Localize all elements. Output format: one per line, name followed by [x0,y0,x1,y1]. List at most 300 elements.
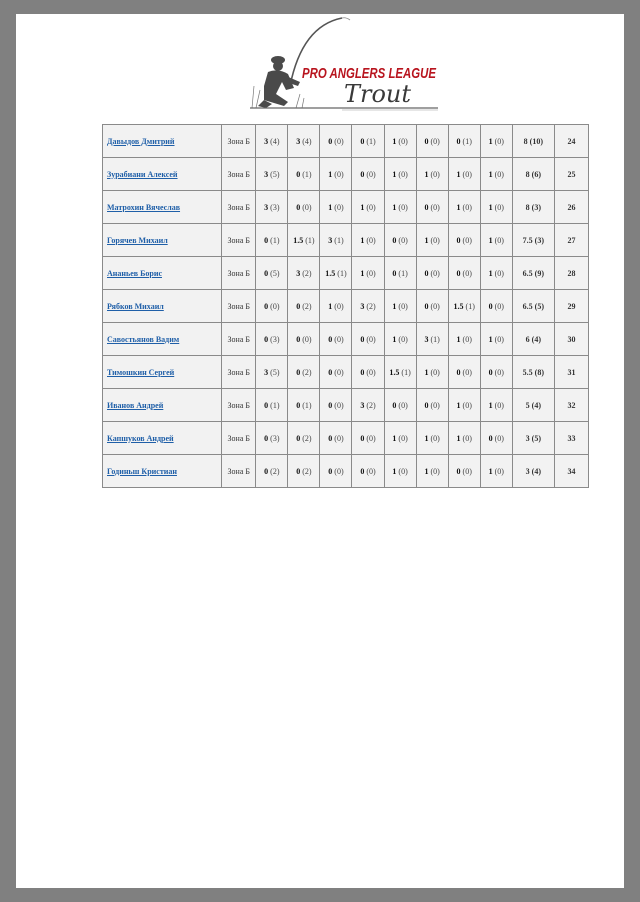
round-fish-count: (0) [494,202,504,212]
place-cell: 33 [554,422,588,455]
round-score-cell [416,356,448,389]
participant-name-cell [103,224,222,257]
round-points: 3 [296,136,301,146]
round-score-cell [256,455,288,488]
round-score-cell [256,257,288,290]
round-fish-count: (1) [465,301,475,311]
round-fish-count: (0) [334,334,344,344]
round-points: 0 [488,301,493,311]
round-points: 0 [296,301,301,311]
round-points: 1 [456,400,461,410]
round-points: 0 [360,136,365,146]
round-fish-count: (3) [270,334,280,344]
round-points: 0 [296,433,301,443]
place-cell: 30 [554,323,588,356]
round-score-cell [320,422,352,455]
round-fish-count: (0) [494,400,504,410]
round-points: 0 [360,466,365,476]
round-fish-count: (5) [270,268,280,278]
pro-anglers-league-logo [242,16,442,112]
round-score-cell [448,257,480,290]
round-fish-count: (3) [270,433,280,443]
round-score-cell [320,158,352,191]
round-points: 0 [328,433,333,443]
round-score-cell [384,290,416,323]
round-fish-count: (0) [302,202,312,212]
zone-cell: Зона Б [222,422,256,455]
round-fish-count: (2) [366,400,376,410]
participant-link[interactable]: Годиньш Кристиан [107,466,177,476]
round-score-cell [320,389,352,422]
round-points: 1 [328,202,333,212]
round-score-cell [480,356,512,389]
round-fish-count: (2) [366,301,376,311]
round-points: 1 [392,334,397,344]
round-points: 1 [424,367,429,377]
round-score-cell [384,422,416,455]
round-points: 0 [296,466,301,476]
round-fish-count: (0) [398,301,408,311]
round-score-cell [320,290,352,323]
round-score-cell [352,356,384,389]
round-fish-count: (0) [462,400,472,410]
round-score-cell [352,158,384,191]
round-fish-count: (0) [462,202,472,212]
round-score-cell [256,356,288,389]
round-points: 3 [264,169,269,179]
round-fish-count: (0) [494,301,504,311]
round-fish-count: (0) [366,433,376,443]
place-cell: 31 [554,356,588,389]
round-score-cell [288,191,320,224]
round-score-cell [480,257,512,290]
round-score-cell [480,389,512,422]
round-fish-count: (0) [334,202,344,212]
zone-cell: Зона Б [222,158,256,191]
round-score-cell [288,389,320,422]
round-score-cell [256,158,288,191]
round-points: 3 [296,268,301,278]
round-fish-count: (0) [494,169,504,179]
round-points: 0 [456,268,461,278]
round-fish-count: (0) [334,136,344,146]
round-points: 0 [456,235,461,245]
round-score-cell [384,356,416,389]
participant-link[interactable]: Горячев Михаил [107,235,168,245]
round-fish-count: (1) [337,268,347,278]
round-points: 1 [456,202,461,212]
round-points: 0 [456,466,461,476]
round-fish-count: (4) [302,136,312,146]
round-points: 0 [456,136,461,146]
round-fish-count: (5) [270,169,280,179]
round-points: 1 [488,235,493,245]
round-score-cell [256,224,288,257]
round-fish-count: (0) [398,169,408,179]
round-points: 1 [488,268,493,278]
round-points: 1 [392,466,397,476]
round-fish-count: (1) [270,400,280,410]
round-score-cell [448,389,480,422]
round-points: 0 [360,169,365,179]
round-points: 0 [264,235,269,245]
round-score-cell [352,323,384,356]
table-row [103,323,589,356]
round-points: 1 [456,169,461,179]
round-score-cell [288,257,320,290]
round-score-cell [288,356,320,389]
round-fish-count: (0) [366,268,376,278]
zone-cell: Зона Б [222,224,256,257]
round-fish-count: (0) [462,334,472,344]
round-points: 1 [456,334,461,344]
total-score-cell: 8 (10) [512,125,554,158]
round-score-cell [384,389,416,422]
round-score-cell [288,455,320,488]
round-score-cell [320,257,352,290]
table-row [103,455,589,488]
round-score-cell [256,191,288,224]
table-row [103,125,589,158]
round-score-cell [256,323,288,356]
participant-name-cell [103,455,222,488]
round-score-cell [320,125,352,158]
participant-name-cell [103,125,222,158]
round-fish-count: (2) [302,367,312,377]
round-score-cell [352,290,384,323]
place-cell: 25 [554,158,588,191]
round-score-cell [448,290,480,323]
round-points: 1 [392,169,397,179]
round-score-cell [320,224,352,257]
round-fish-count: (0) [430,169,440,179]
round-points: 0 [264,466,269,476]
participant-link[interactable]: Ананьев Борис [107,268,162,278]
round-points: 1 [328,301,333,311]
round-fish-count: (0) [494,367,504,377]
round-fish-count: (0) [462,466,472,476]
round-fish-count: (0) [462,169,472,179]
round-fish-count: (0) [430,433,440,443]
round-score-cell [288,290,320,323]
round-score-cell [352,257,384,290]
round-fish-count: (1) [398,268,408,278]
round-score-cell [448,356,480,389]
round-points: 1 [488,400,493,410]
logo-line2: Trout [344,80,412,108]
zone-cell: Зона Б [222,125,256,158]
total-score-cell: 3 (4) [512,455,554,488]
round-points: 0 [392,268,397,278]
place-cell: 27 [554,224,588,257]
round-points: 3 [264,136,269,146]
round-score-cell [256,389,288,422]
round-score-cell [480,158,512,191]
total-score-cell: 7.5 (3) [512,224,554,257]
round-score-cell [416,158,448,191]
round-fish-count: (0) [430,136,440,146]
round-score-cell [480,290,512,323]
round-score-cell [256,422,288,455]
round-fish-count: (0) [462,268,472,278]
round-score-cell [288,323,320,356]
participant-link[interactable]: Рябков Михаил [107,301,164,311]
round-points: 0 [392,235,397,245]
round-score-cell [448,125,480,158]
round-fish-count: (1) [302,169,312,179]
round-fish-count: (1) [302,400,312,410]
place-cell: 28 [554,257,588,290]
round-points: 0 [296,169,301,179]
round-fish-count: (0) [334,400,344,410]
round-fish-count: (0) [494,433,504,443]
round-fish-count: (1) [401,367,411,377]
round-fish-count: (0) [494,136,504,146]
round-fish-count: (0) [398,400,408,410]
round-score-cell [288,224,320,257]
round-score-cell [384,191,416,224]
round-fish-count: (2) [302,301,312,311]
round-points: 0 [296,400,301,410]
round-points: 1 [424,235,429,245]
round-score-cell [384,257,416,290]
round-score-cell [352,455,384,488]
round-fish-count: (0) [430,400,440,410]
round-points: 0 [488,367,493,377]
total-score-cell: 6.5 (9) [512,257,554,290]
round-fish-count: (0) [462,433,472,443]
round-points: 1 [424,169,429,179]
round-fish-count: (2) [270,466,280,476]
round-points: 0 [360,334,365,344]
round-points: 0 [296,202,301,212]
round-points: 1 [424,433,429,443]
round-score-cell [320,356,352,389]
round-points: 1 [328,169,333,179]
place-cell: 24 [554,125,588,158]
round-fish-count: (0) [398,136,408,146]
zone-cell: Зона Б [222,389,256,422]
place-cell: 29 [554,290,588,323]
zone-cell: Зона Б [222,257,256,290]
round-points: 1 [488,169,493,179]
round-fish-count: (0) [366,334,376,344]
round-score-cell [352,389,384,422]
round-fish-count: (3) [270,202,280,212]
round-score-cell [416,422,448,455]
round-points: 0 [424,301,429,311]
logo-line1: PRO ANGLERS LEAGUE [302,65,437,82]
participant-link[interactable]: Тимошкин Сергей [107,367,175,377]
round-fish-count: (0) [366,466,376,476]
round-points: 0 [328,400,333,410]
round-points: 0 [424,268,429,278]
participant-link[interactable]: Савостьянов Вадим [107,334,180,344]
document-page [16,14,624,888]
round-score-cell [480,224,512,257]
round-score-cell [448,422,480,455]
round-points: 0 [360,367,365,377]
round-points: 1.5 [389,367,400,377]
round-points: 0 [424,136,429,146]
total-score-cell: 8 (6) [512,158,554,191]
zone-cell: Зона Б [222,191,256,224]
round-points: 0 [328,334,333,344]
round-fish-count: (0) [270,301,280,311]
round-points: 0 [264,334,269,344]
round-points: 0 [264,400,269,410]
round-points: 1 [488,334,493,344]
round-points: 3 [264,202,269,212]
participant-link[interactable]: Капшуков Андрей [107,433,174,443]
participant-name-cell [103,257,222,290]
round-points: 3 [424,334,429,344]
round-points: 0 [424,400,429,410]
round-points: 3 [360,301,365,311]
round-fish-count: (0) [366,202,376,212]
table-row [103,158,589,191]
round-points: 1.5 [453,301,464,311]
round-points: 1 [392,433,397,443]
total-score-cell: 6 (4) [512,323,554,356]
round-score-cell [320,191,352,224]
round-points: 3 [264,367,269,377]
round-fish-count: (0) [334,433,344,443]
round-score-cell [352,224,384,257]
round-score-cell [480,191,512,224]
round-score-cell [352,422,384,455]
participant-name-cell [103,191,222,224]
table-row [103,389,589,422]
total-score-cell: 6.5 (5) [512,290,554,323]
round-score-cell [256,125,288,158]
round-score-cell [320,455,352,488]
round-points: 0 [328,136,333,146]
round-points: 0 [296,367,301,377]
round-fish-count: (0) [302,334,312,344]
table-row [103,422,589,455]
round-score-cell [384,125,416,158]
total-score-cell: 3 (5) [512,422,554,455]
round-fish-count: (0) [430,202,440,212]
round-fish-count: (0) [494,235,504,245]
participant-link[interactable]: Давыдов Дмитрий [107,136,175,146]
round-score-cell [416,455,448,488]
round-points: 3 [328,235,333,245]
round-score-cell [448,323,480,356]
round-fish-count: (0) [462,367,472,377]
round-fish-count: (0) [334,466,344,476]
round-points: 0 [264,301,269,311]
round-fish-count: (0) [430,466,440,476]
round-score-cell [320,323,352,356]
table-row [103,257,589,290]
round-score-cell [416,290,448,323]
participant-name-cell [103,356,222,389]
round-points: 1 [488,202,493,212]
round-fish-count: (0) [494,466,504,476]
round-score-cell [288,125,320,158]
round-score-cell [448,191,480,224]
round-score-cell [448,224,480,257]
round-fish-count: (0) [398,235,408,245]
round-fish-count: (0) [494,334,504,344]
participant-link[interactable]: Зурабиани Алексей [107,169,178,179]
round-points: 1 [360,202,365,212]
round-fish-count: (0) [334,169,344,179]
round-score-cell [448,455,480,488]
participant-name-cell [103,290,222,323]
round-points: 0 [488,433,493,443]
round-points: 1.5 [293,235,304,245]
round-fish-count: (0) [430,235,440,245]
round-fish-count: (1) [366,136,376,146]
round-score-cell [256,290,288,323]
round-fish-count: (2) [302,268,312,278]
round-fish-count: (2) [302,433,312,443]
participant-name-cell [103,158,222,191]
round-score-cell [480,455,512,488]
round-score-cell [288,158,320,191]
participant-link[interactable]: Иванов Андрей [107,400,164,410]
round-points: 0 [264,268,269,278]
total-score-cell: 8 (3) [512,191,554,224]
round-points: 0 [456,367,461,377]
round-fish-count: (1) [270,235,280,245]
round-points: 0 [296,334,301,344]
participant-link[interactable]: Матрохин Вячеслав [107,202,181,212]
round-fish-count: (0) [366,235,376,245]
zone-cell: Зона Б [222,323,256,356]
round-score-cell [352,125,384,158]
round-score-cell [416,125,448,158]
place-cell: 32 [554,389,588,422]
round-fish-count: (0) [494,268,504,278]
zone-cell: Зона Б [222,455,256,488]
round-score-cell [384,224,416,257]
round-points: 0 [264,433,269,443]
round-fish-count: (0) [430,301,440,311]
place-cell: 26 [554,191,588,224]
round-points: 1 [488,136,493,146]
round-points: 0 [392,400,397,410]
round-score-cell [416,191,448,224]
zone-cell: Зона Б [222,290,256,323]
round-points: 0 [360,433,365,443]
round-fish-count: (0) [430,268,440,278]
total-score-cell: 5 (4) [512,389,554,422]
round-fish-count: (0) [366,367,376,377]
round-points: 1 [360,235,365,245]
round-fish-count: (0) [462,235,472,245]
round-score-cell [384,455,416,488]
participant-name-cell [103,323,222,356]
round-score-cell [480,323,512,356]
round-fish-count: (0) [398,334,408,344]
zone-cell: Зона Б [222,356,256,389]
round-fish-count: (0) [398,202,408,212]
table-row [103,224,589,257]
round-points: 0 [328,367,333,377]
participant-name-cell [103,422,222,455]
round-score-cell [384,323,416,356]
round-score-cell [352,191,384,224]
round-fish-count: (0) [366,169,376,179]
round-fish-count: (0) [334,301,344,311]
round-points: 1 [392,202,397,212]
round-score-cell [416,389,448,422]
round-score-cell [416,257,448,290]
